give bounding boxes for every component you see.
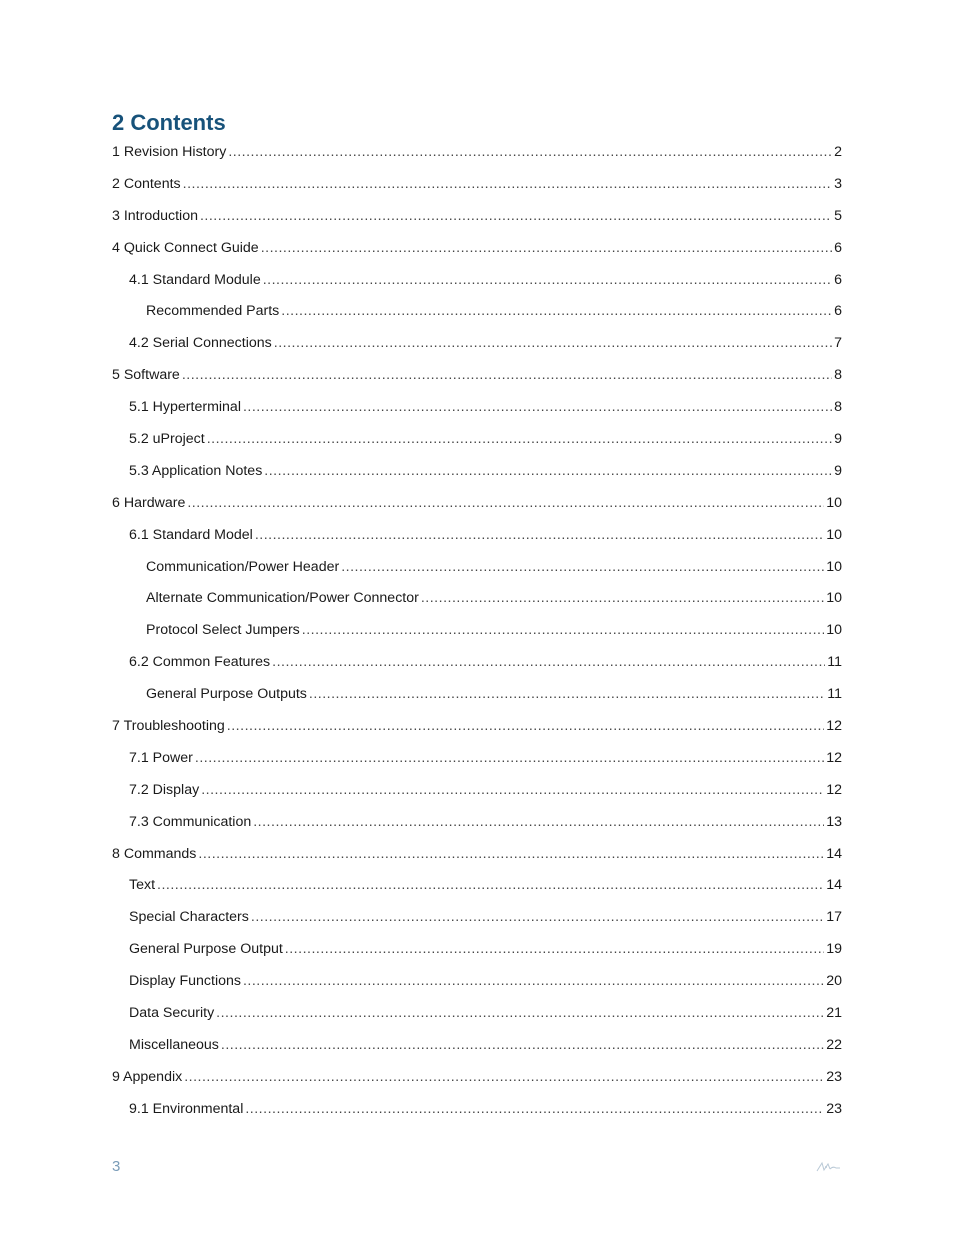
- toc-dot-leader: [221, 1033, 824, 1057]
- matrix-orbital-logo-icon: [815, 1160, 841, 1174]
- toc-entry-page: 20: [826, 973, 842, 990]
- toc-entry-page: 10: [826, 526, 842, 543]
- toc-dot-leader: [227, 714, 824, 738]
- toc-entry-page: 6: [834, 303, 842, 320]
- toc-entry-label: General Purpose Output: [129, 941, 283, 958]
- toc-entry-label: 5.3 Application Notes: [129, 462, 263, 479]
- toc-entry[interactable]: [112, 842, 842, 874]
- toc-dot-leader: [216, 1001, 824, 1025]
- toc-dot-leader: [251, 905, 824, 929]
- toc-entry[interactable]: [112, 1097, 842, 1129]
- toc-entry[interactable]: [112, 395, 842, 427]
- toc-entry[interactable]: [112, 172, 842, 204]
- toc-dot-leader: [341, 555, 824, 579]
- toc-entry-label: 6.1 Standard Model: [129, 526, 253, 543]
- toc-entry-label: 4 Quick Connect Guide: [112, 239, 259, 256]
- toc-entry[interactable]: [112, 682, 842, 714]
- toc-entry-label: 4.2 Serial Connections: [129, 335, 272, 352]
- toc-entry-label: Special Characters: [129, 909, 249, 926]
- toc-entry[interactable]: [112, 427, 842, 459]
- toc-dot-leader: [245, 1097, 824, 1121]
- toc-entry[interactable]: [112, 969, 842, 1001]
- toc-entry-page: 9: [834, 431, 842, 448]
- toc-entry[interactable]: [112, 523, 842, 555]
- toc-entry-page: 9: [834, 462, 842, 479]
- toc-entry-label: 4.1 Standard Module: [129, 271, 261, 288]
- toc-entry[interactable]: [112, 778, 842, 810]
- toc-entry-page: 10: [826, 590, 842, 607]
- toc-dot-leader: [195, 746, 824, 770]
- toc-entry-page: 14: [826, 877, 842, 894]
- toc-entry-label: 5.1 Hyperterminal: [129, 399, 241, 416]
- toc-entry-page: 14: [826, 845, 842, 862]
- toc-entry[interactable]: [112, 1033, 842, 1065]
- toc-dot-leader: [421, 586, 824, 610]
- toc-entry-page: 11: [827, 686, 842, 703]
- toc-entry-page: 2: [834, 144, 842, 160]
- toc-entry-label: 9 Appendix: [112, 1068, 183, 1085]
- toc-entry[interactable]: [112, 746, 842, 778]
- toc-entry[interactable]: [112, 618, 842, 650]
- toc-entry-label: 7 Troubleshooting: [112, 718, 225, 735]
- toc-dot-leader: [264, 459, 832, 483]
- toc-dot-leader: [255, 523, 824, 547]
- toc-dot-leader: [182, 363, 832, 387]
- toc-entry[interactable]: [112, 714, 842, 746]
- toc-entry[interactable]: [112, 363, 842, 395]
- toc-entry-label: 6.2 Common Features: [129, 654, 271, 671]
- toc-entry-label: Alternate Communication/Power Connector: [146, 590, 419, 607]
- toc-dot-leader: [272, 650, 825, 674]
- toc-dot-leader: [285, 937, 824, 961]
- toc-entry-label: 9.1 Environmental: [129, 1100, 244, 1117]
- toc-entry-page: 8: [834, 367, 842, 384]
- toc-entry-page: 21: [826, 1005, 842, 1022]
- toc-entry-page: 11: [827, 654, 842, 671]
- toc-entry-label: General Purpose Outputs: [146, 686, 307, 703]
- toc-dot-leader: [253, 810, 824, 834]
- toc-entry-label: 7.1 Power: [129, 749, 193, 766]
- toc-dot-leader: [198, 842, 824, 866]
- toc-entry[interactable]: [112, 459, 842, 491]
- toc-dot-leader: [207, 427, 832, 451]
- toc-entry[interactable]: [112, 236, 842, 268]
- toc-dot-leader: [187, 491, 824, 515]
- toc-entry[interactable]: [112, 331, 842, 363]
- toc-entry[interactable]: [112, 905, 842, 937]
- toc-entry-label: 7.3 Communication: [129, 813, 252, 830]
- toc-dot-leader: [157, 873, 824, 897]
- toc-entry-page: 6: [834, 239, 842, 256]
- toc-entry-label: Display Functions: [129, 973, 241, 990]
- toc-dot-leader: [261, 236, 832, 260]
- toc-dot-leader: [243, 395, 832, 419]
- toc-entry-page: 13: [826, 813, 842, 830]
- toc-entry-page: 10: [826, 622, 842, 639]
- toc-entry-label: Recommended Parts: [146, 303, 280, 320]
- toc-entry-label: 3 Introduction: [112, 207, 198, 224]
- toc-entry-label: 5.2 uProject: [129, 431, 205, 448]
- toc-entry[interactable]: [112, 555, 842, 587]
- toc-entry-page: 23: [826, 1068, 842, 1085]
- toc-entry-label: Protocol Select Jumpers: [146, 622, 300, 639]
- toc-entry-page: 10: [826, 494, 842, 511]
- toc-dot-leader: [263, 268, 832, 292]
- toc-entry-page: 19: [826, 941, 842, 958]
- toc-dot-leader: [183, 172, 832, 196]
- toc-dot-leader: [243, 969, 824, 993]
- toc-entry-label: 2 Contents: [112, 175, 181, 192]
- toc-entry-label: 1 Revision History: [112, 144, 227, 160]
- page-title: 2 Contents: [112, 110, 226, 135]
- page-number: 3: [112, 1158, 121, 1175]
- toc-dot-leader: [200, 204, 832, 228]
- toc-entry[interactable]: [112, 204, 842, 236]
- toc-entry[interactable]: [112, 937, 842, 969]
- toc-entry-label: 7.2 Display: [129, 781, 200, 798]
- toc-entry[interactable]: [112, 299, 842, 331]
- toc-entry-label: 6 Hardware: [112, 494, 186, 511]
- toc-entry-page: 23: [826, 1100, 842, 1117]
- toc-entry[interactable]: [112, 650, 842, 682]
- toc-entry-label: Miscellaneous: [129, 1036, 219, 1053]
- toc-entry-page: 12: [826, 749, 842, 766]
- toc-entry-label: Communication/Power Header: [146, 558, 340, 575]
- toc-entry[interactable]: [112, 873, 842, 905]
- toc-entry-label: 5 Software: [112, 367, 180, 384]
- toc-entry-label: 8 Commands: [112, 845, 197, 862]
- table-of-contents: [112, 140, 842, 1129]
- toc-dot-leader: [228, 140, 832, 164]
- toc-entry-page: 12: [826, 781, 842, 798]
- toc-entry[interactable]: [112, 140, 842, 172]
- toc-entry[interactable]: [112, 586, 842, 618]
- toc-dot-leader: [274, 331, 832, 355]
- toc-dot-leader: [281, 299, 832, 323]
- toc-entry-page: 17: [826, 909, 842, 926]
- toc-entry[interactable]: [112, 268, 842, 300]
- toc-dot-leader: [302, 618, 824, 642]
- toc-entry[interactable]: [112, 810, 842, 842]
- toc-entry-page: 6: [834, 271, 842, 288]
- toc-entry-page: 7: [834, 335, 842, 352]
- toc-entry-label: Text: [129, 877, 156, 894]
- toc-dot-leader: [184, 1065, 824, 1089]
- toc-entry-page: 8: [834, 399, 842, 416]
- toc-entry-label: Data Security: [129, 1005, 215, 1022]
- toc-entry-page: 22: [826, 1036, 842, 1053]
- toc-entry-page: 10: [826, 558, 842, 575]
- toc-entry-page: 5: [834, 207, 842, 224]
- toc-dot-leader: [201, 778, 824, 802]
- toc-entry[interactable]: [112, 1065, 842, 1097]
- toc-entry[interactable]: [112, 1001, 842, 1033]
- toc-entry-page: 3: [834, 175, 842, 192]
- toc-dot-leader: [309, 682, 825, 706]
- toc-entry[interactable]: [112, 491, 842, 523]
- toc-entry-page: 12: [826, 718, 842, 735]
